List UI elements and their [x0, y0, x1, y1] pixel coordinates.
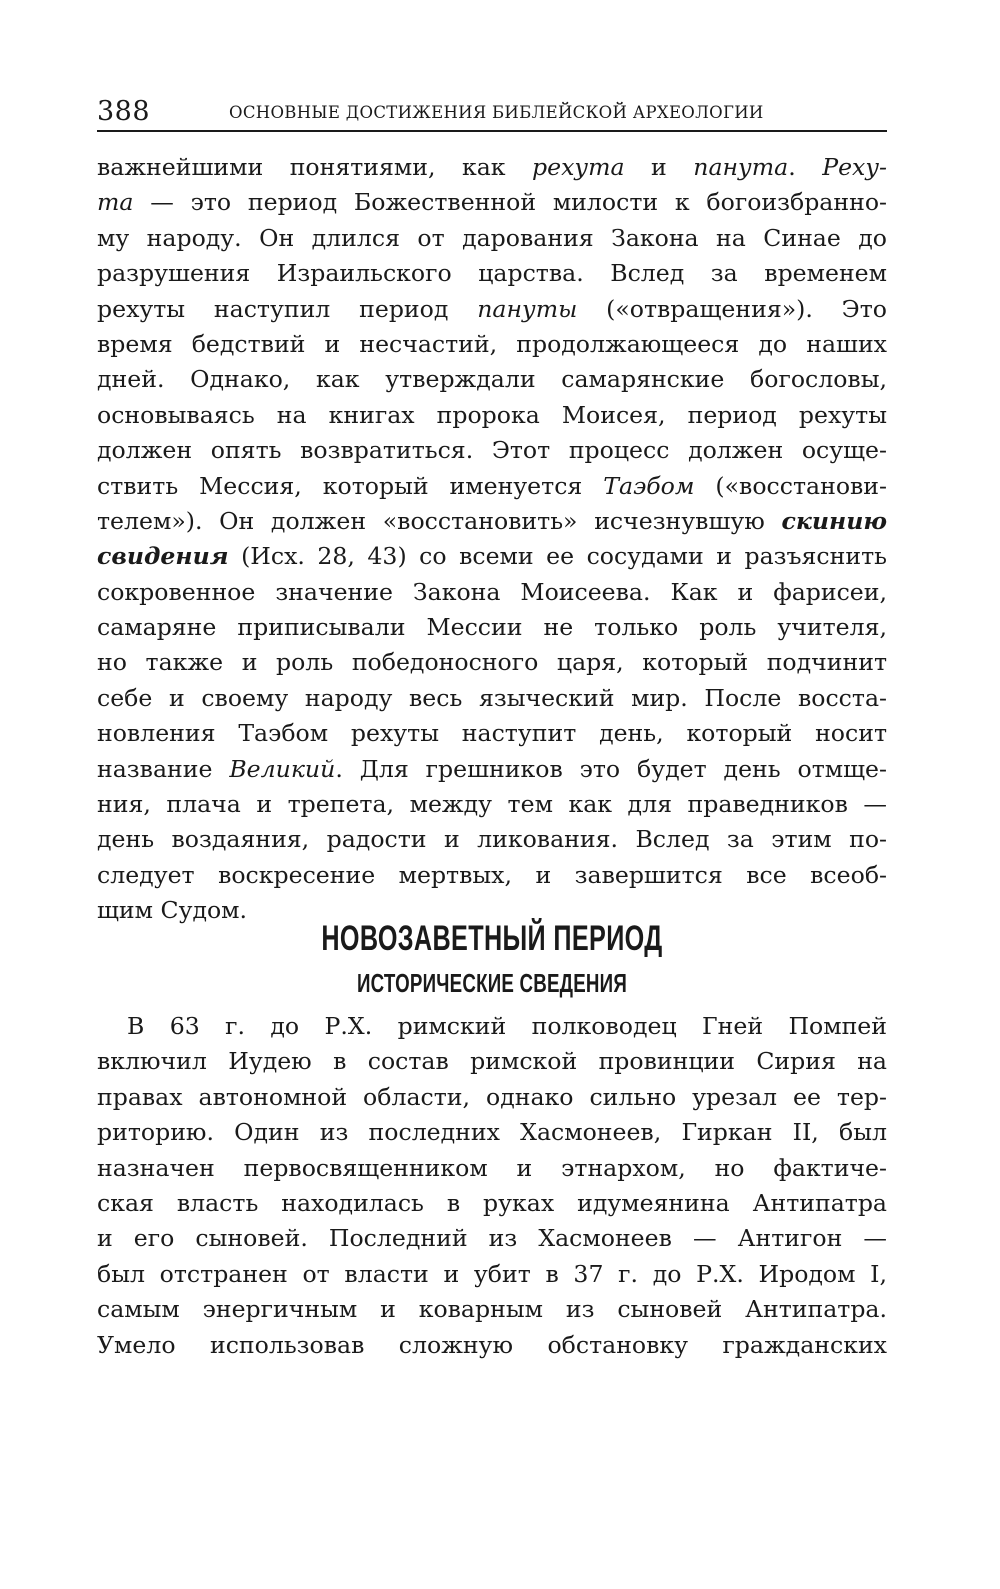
paragraph-historical — [97, 1009, 887, 1363]
text-line: сокровенное значение Закона Моисеева. Как и фарисеи, — [97, 577, 887, 606]
page-header — [97, 94, 887, 132]
section-heading: НОВОЗАВЕТНЫЙ ПЕРИОД — [321, 919, 663, 958]
text-line: та — это период Божественной милости к богоизбранно- — [97, 188, 887, 217]
text-line: щим Судом. — [97, 896, 248, 925]
text-line: самым энергичным и коварным из сыновей Антипатра. — [97, 1295, 887, 1324]
text-line: му народу. Он длился от дарования Закона на Синае до — [97, 223, 887, 252]
text-line: В 63 г. до Р.Х. римский полководец Гней Помпей — [127, 1012, 887, 1040]
text-line: важнейшими понятиями, как рехута и панута. Реху- — [97, 153, 887, 181]
text-line: самаряне приписывали Мессии не только роль учителя, — [97, 613, 887, 642]
text-line: рехуты наступил период пануты («отвращения»). Это — [97, 294, 887, 323]
text-line: но также и роль победоносного царя, который подчинит — [97, 648, 887, 677]
text-line: свидения (Исх. 28, 43) со всеми ее сосудами и разъяснить — [97, 542, 887, 571]
text-line: дней. Однако, как утверждали самарянские богословы, — [97, 365, 887, 394]
text-line: основываясь на книгах пророка Моисея, период рехуты — [97, 400, 887, 429]
text-line: ния, плача и трепета, между тем как для праведников — — [97, 790, 887, 819]
text-line: себе и своему народу весь языческий мир. После восста- — [97, 683, 887, 712]
text-line: разрушения Израильского царства. Вслед за временем — [97, 259, 887, 288]
page-number: 388 — [97, 96, 151, 127]
text-line: назначен первосвященником и этнархом, но фактиче- — [97, 1153, 887, 1182]
text-line: телем»). Он должен «восстановить» исчезнувшую скинию — [97, 506, 887, 535]
text-line: Умело использовав сложную обстановку гражданских — [97, 1330, 887, 1359]
text-line: название Великий. Для грешников это будет день отмще- — [97, 754, 887, 783]
text-line: новления Таэбом рехуты наступит день, который носит — [97, 719, 887, 748]
text-line: время бедствий и несчастий, продолжающееся до наших — [97, 329, 887, 358]
text-line: был отстранен от власти и убит в 37 г. до Р.Х. Иродом I, — [97, 1259, 887, 1288]
paragraph-rehuta-panuta — [97, 150, 887, 929]
text-line: правах автономной области, однако сильно урезал ее тер- — [97, 1082, 887, 1111]
text-line: включил Иудею в состав римской провинции Сирия на — [97, 1047, 887, 1076]
text-line: риторию. Один из последних Хасмонеев, Гиркан II, был — [97, 1118, 887, 1147]
text-line: и его сыновей. Последний из Хасмонеев — Антигон — — [97, 1224, 887, 1253]
subsection-heading: ИСТОРИЧЕСКИЕ СВЕДЕНИЯ — [356, 968, 628, 998]
text-line: день воздаяния, радости и ликования. Вслед за этим по- — [97, 825, 887, 854]
text-line: следует воскресение мертвых, и завершится все всеоб- — [97, 860, 887, 889]
text-line: ская власть находилась в руках идумеянина Антипатра — [97, 1188, 887, 1217]
text-line: ствить Мессия, который именуется Таэбом («восстанови- — [97, 471, 888, 500]
running-title: ОСНОВНЫЕ ДОСТИЖЕНИЯ БИБЛЕЙСКОЙ АРХЕОЛОГИИ — [229, 103, 764, 122]
text-line: должен опять возвратиться. Этот процесс должен осуще- — [97, 436, 887, 465]
